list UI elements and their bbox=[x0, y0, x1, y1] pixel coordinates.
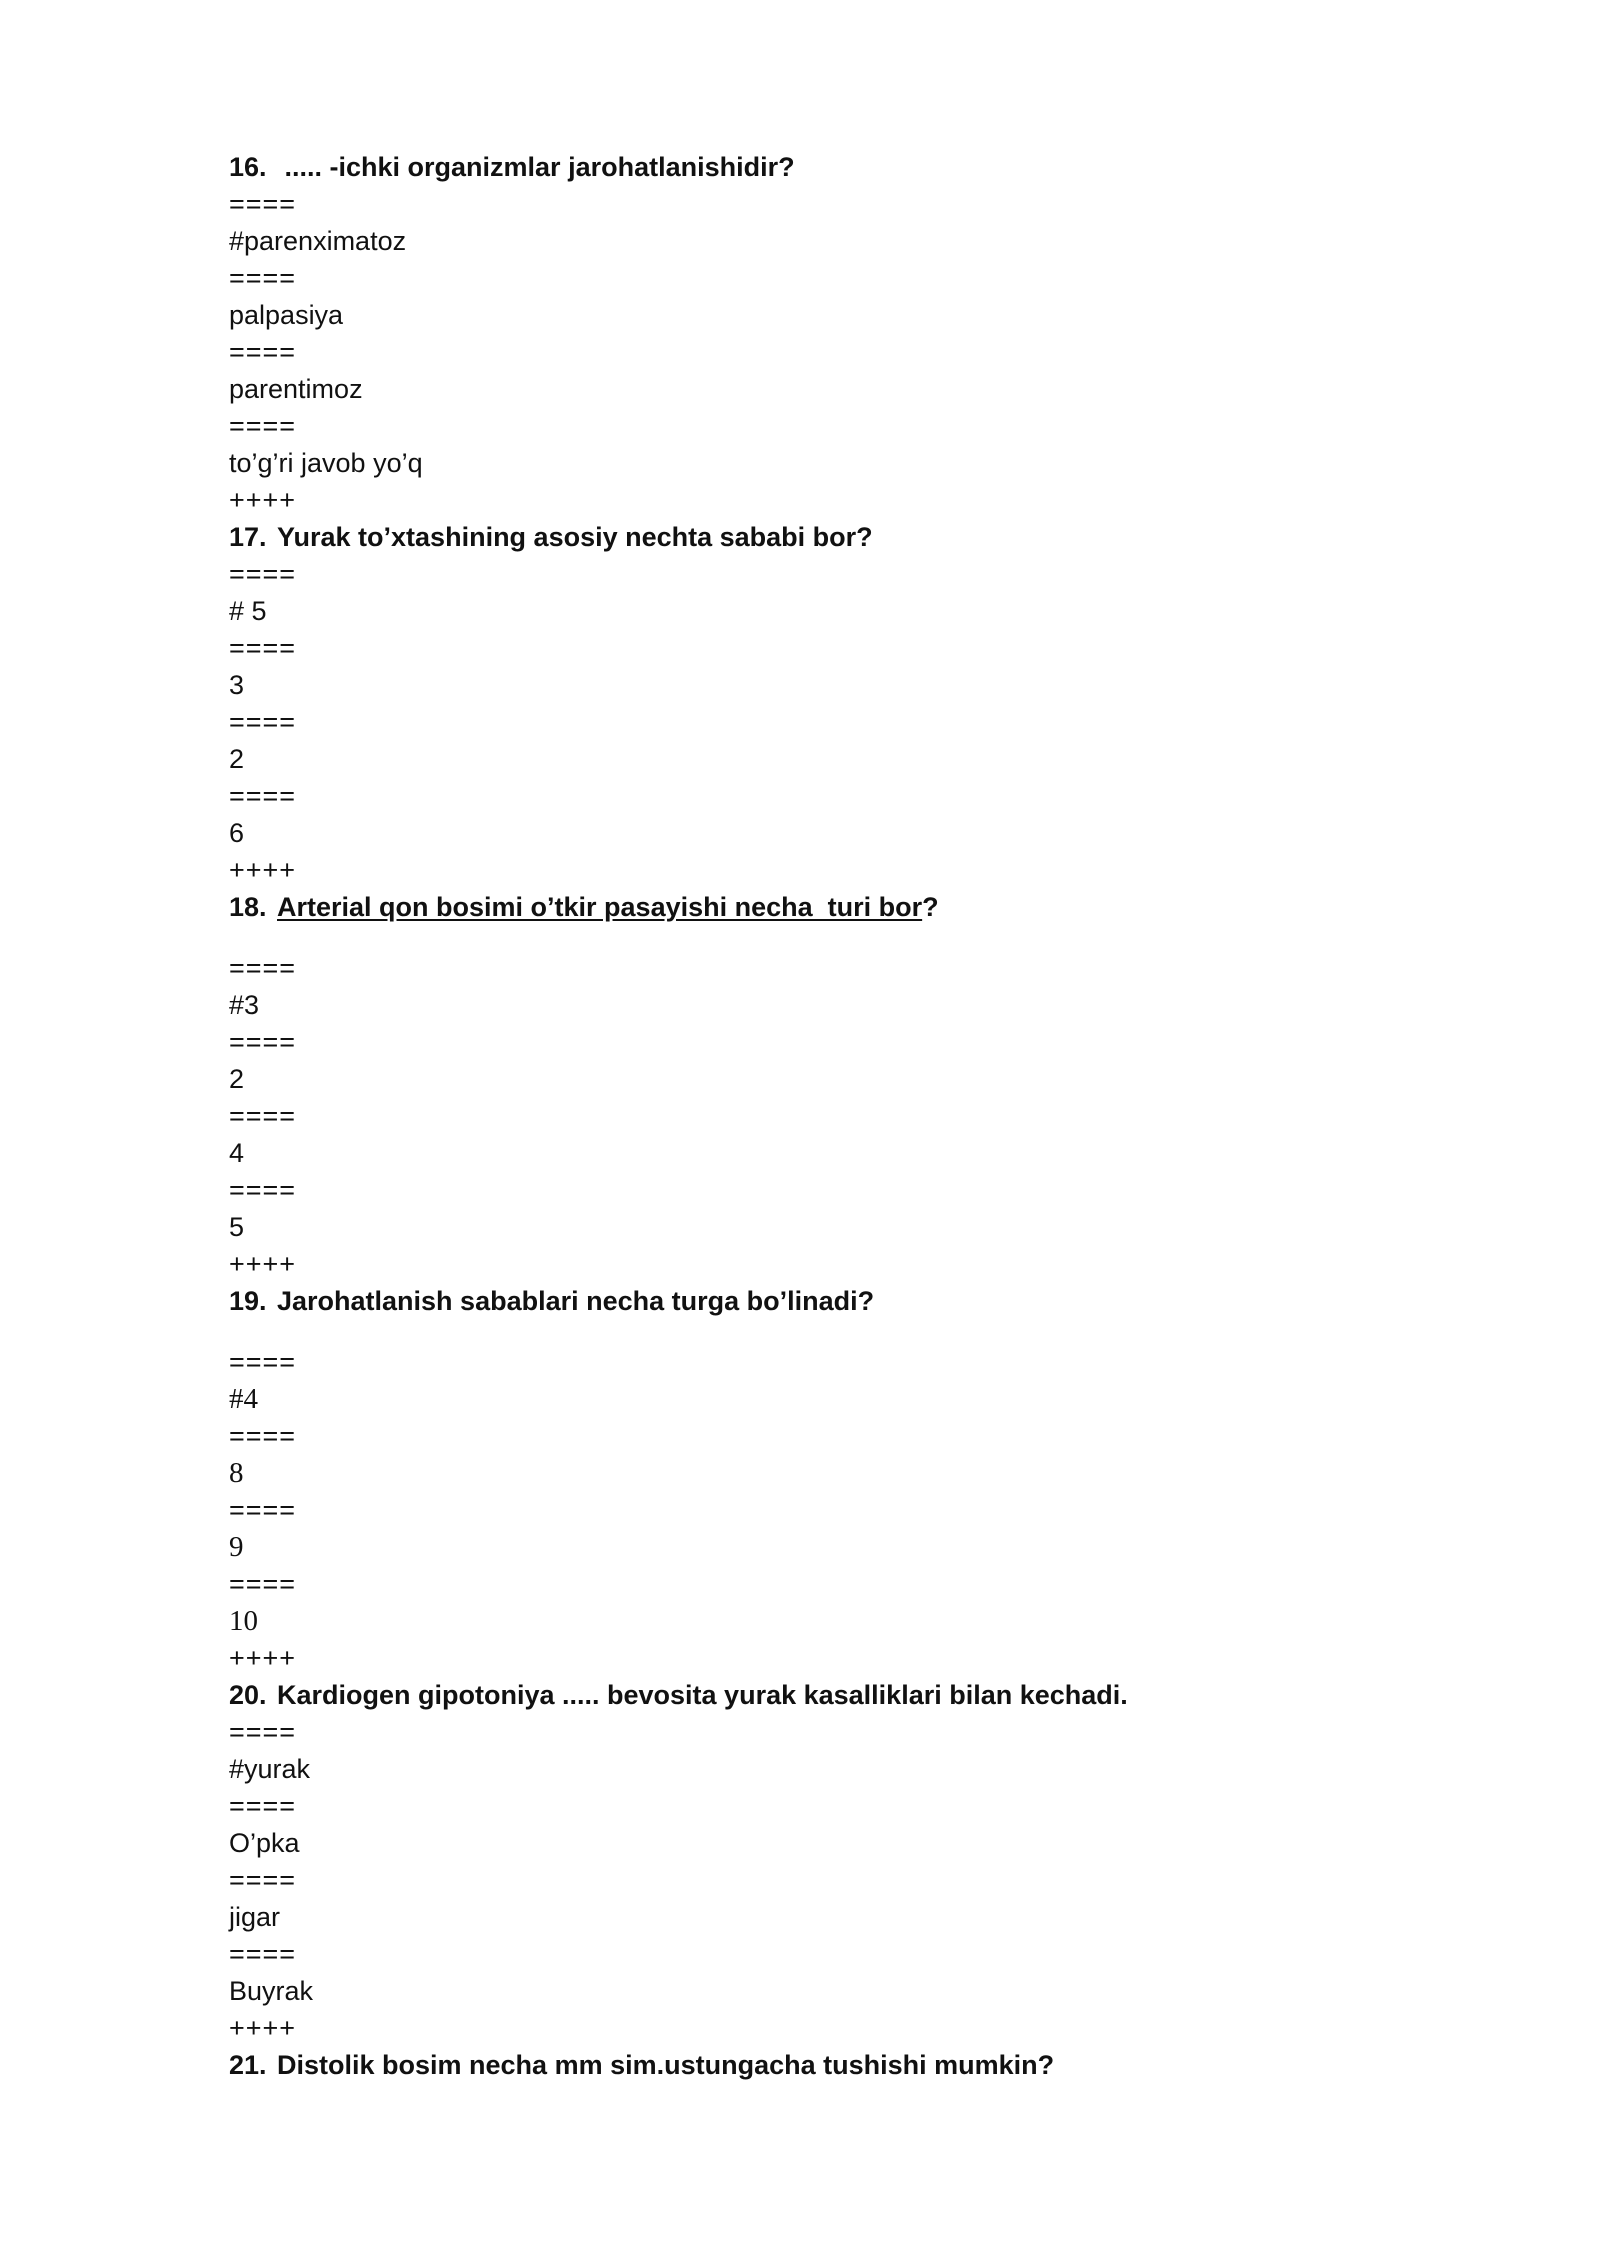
option-separator: ==== bbox=[229, 707, 297, 737]
spacer bbox=[229, 1320, 1429, 1344]
question-line bbox=[229, 149, 1429, 186]
option-separator: ==== bbox=[229, 1865, 297, 1895]
option-separator: ==== bbox=[229, 1495, 297, 1525]
answer-option: 2 bbox=[229, 1064, 245, 1094]
question-number: 19. bbox=[229, 1286, 267, 1316]
answer-option: 2 bbox=[229, 744, 245, 774]
question-text: ..... -ichki organizmlar jarohatlanishidir? bbox=[277, 152, 795, 182]
end-marker: ++++ bbox=[229, 1249, 297, 1279]
answer-option: palpasiya bbox=[229, 300, 344, 330]
answer-option: #3 bbox=[229, 990, 260, 1020]
answer-option: 8 bbox=[229, 1457, 244, 1489]
option-separator: ==== bbox=[229, 1421, 297, 1451]
answer-option: # 5 bbox=[229, 596, 267, 626]
answer-option: 3 bbox=[229, 670, 245, 700]
answer-option: #parenximatoz bbox=[229, 226, 407, 256]
option-separator: ==== bbox=[229, 1717, 297, 1747]
option-separator: ==== bbox=[229, 1347, 297, 1377]
option-separator: ==== bbox=[229, 1027, 297, 1057]
question-text: Distolik bosim necha mm sim.ustungacha tushishi mumkin? bbox=[277, 2050, 1055, 2080]
question-number: 18. bbox=[229, 892, 267, 922]
option-separator: ==== bbox=[229, 1791, 297, 1821]
question-number: 20. bbox=[229, 1680, 267, 1710]
end-marker: ++++ bbox=[229, 2013, 297, 2043]
option-separator: ==== bbox=[229, 1569, 297, 1599]
document-page bbox=[229, 149, 1429, 2084]
question-line bbox=[229, 889, 1429, 926]
question-line bbox=[229, 1677, 1429, 1714]
option-separator: ==== bbox=[229, 189, 297, 219]
answer-option: #yurak bbox=[229, 1754, 311, 1784]
answer-option: 9 bbox=[229, 1531, 244, 1563]
option-separator: ==== bbox=[229, 1175, 297, 1205]
option-separator: ==== bbox=[229, 337, 297, 367]
question-text: Arterial qon bosimi o’tkir pasayishi necha turi bor bbox=[277, 892, 923, 922]
option-separator: ==== bbox=[229, 633, 297, 663]
question-tail: ? bbox=[922, 892, 939, 922]
question-line bbox=[229, 1283, 1429, 1320]
answer-option: parentimoz bbox=[229, 374, 363, 404]
answer-option: O’pka bbox=[229, 1828, 300, 1858]
option-separator: ==== bbox=[229, 559, 297, 589]
answer-option: 4 bbox=[229, 1138, 245, 1168]
question-line bbox=[229, 519, 1429, 556]
option-separator: ==== bbox=[229, 263, 297, 293]
answer-option: #4 bbox=[229, 1383, 258, 1415]
answer-option: jigar bbox=[229, 1902, 281, 1932]
question-number: 17. bbox=[229, 522, 267, 552]
answer-option: to’g’ri javob yo’q bbox=[229, 448, 423, 478]
spacer bbox=[229, 926, 1429, 950]
question-number: 21. bbox=[229, 2050, 267, 2080]
answer-option: 6 bbox=[229, 818, 245, 848]
option-separator: ==== bbox=[229, 1101, 297, 1131]
question-line bbox=[229, 2047, 1429, 2084]
end-marker: ++++ bbox=[229, 855, 297, 885]
question-text: Kardiogen gipotoniya ..... bevosita yurak kasalliklari bilan kechadi. bbox=[277, 1680, 1128, 1710]
option-separator: ==== bbox=[229, 953, 297, 983]
question-text: Yurak to’xtashining asosiy nechta sababi bor? bbox=[277, 522, 873, 552]
option-separator: ==== bbox=[229, 781, 297, 811]
question-text: Jarohatlanish sabablari necha turga bo’linadi? bbox=[277, 1286, 875, 1316]
question-number: 16. bbox=[229, 152, 267, 182]
answer-option: 10 bbox=[229, 1605, 258, 1637]
answer-option: Buyrak bbox=[229, 1976, 314, 2006]
answer-option: 5 bbox=[229, 1212, 245, 1242]
end-marker: ++++ bbox=[229, 485, 297, 515]
end-marker: ++++ bbox=[229, 1643, 297, 1673]
option-separator: ==== bbox=[229, 411, 297, 441]
option-separator: ==== bbox=[229, 1939, 297, 1969]
